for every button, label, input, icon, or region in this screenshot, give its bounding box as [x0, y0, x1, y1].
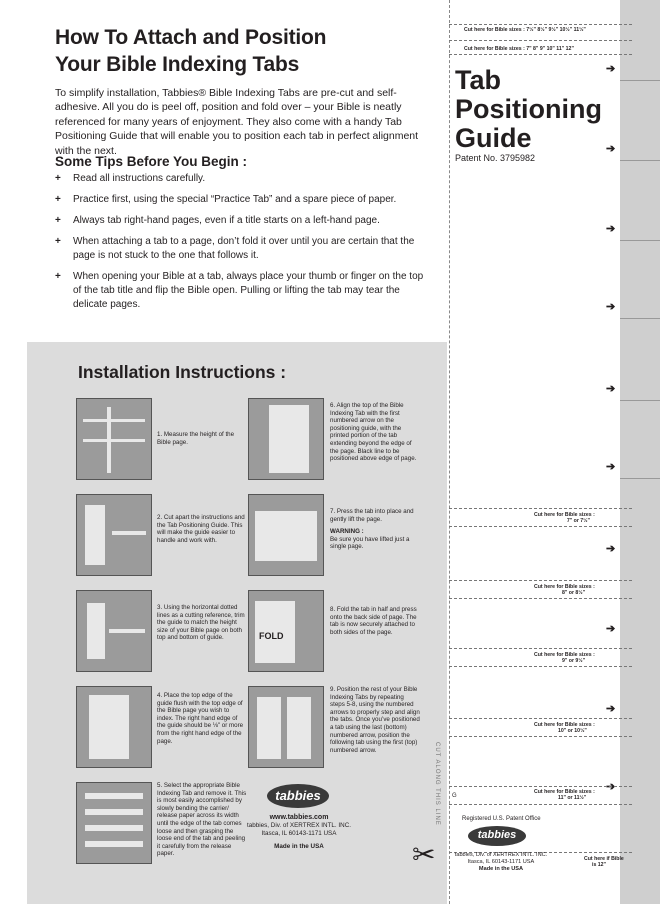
guide-line [620, 318, 660, 319]
step-1-text: 1. Measure the height of the Bible page. [157, 431, 235, 446]
cut-line [449, 40, 632, 41]
step-3-text: 3. Using the horizontal dotted lines as a cutting reference, trim the guide to match the height size of your Bible page on both top and bottom of guide. [157, 604, 245, 642]
cut-line [449, 24, 632, 25]
guide-line [620, 160, 660, 161]
plus-icon: + [55, 173, 61, 184]
step-8-text: 8. Fold the tab in half and press onto the back side of page. The tab is now securely attached to both sides of the page. [330, 606, 417, 636]
guide-company-info: tabbies, Div. of XERTREX INTL. INC. Itasca, IL 60143-1171 USA Made in the USA [454, 852, 548, 872]
step-1-illustration [76, 398, 152, 480]
cut-line [449, 718, 632, 719]
step-4-illustration [76, 686, 152, 768]
plus-icon: + [55, 194, 61, 205]
scissors-icon: ✂ [412, 839, 436, 870]
tip-item: + When attaching a tab to a page, don’t fold it over until you are certain that the page is not stuck to the one that follows it. [55, 236, 415, 261]
tabbies-logo-small: tabbies [468, 826, 526, 846]
step-5-illustration [76, 782, 152, 864]
step-9-illustration [248, 686, 324, 768]
company-info [233, 814, 365, 851]
cut-line [449, 580, 632, 581]
tips-heading: Some Tips Before You Begin : [55, 154, 248, 169]
made-in: Made in the USA [274, 843, 324, 851]
tips-list [55, 172, 425, 319]
arrow-icon: ➔ [606, 301, 616, 313]
step-2-text: 2. Cut apart the instructions and the Tab Positioning Guide. This will make the guide easier to handle and work with. [157, 514, 245, 544]
step-2-illustration [76, 494, 152, 576]
cut-line [449, 648, 632, 649]
warning-label: WARNING : [330, 528, 364, 536]
cut-size-label: Cut here for Bible sizes : 7" or 7½" [534, 512, 595, 524]
tip-item: + Always tab right-hand pages, even if a title starts on a left-hand page. [55, 215, 380, 226]
cut-size-label: Cut here for Bible sizes : 8" or 8½" [534, 584, 595, 596]
tabbies-logo: tabbies [267, 784, 329, 808]
arrow-icon: ➔ [606, 703, 616, 715]
step-6-text: 6. Align the top of the Bible Indexing Tab with the first numbered arrow on the positioning guide, with the printed portion of the tab extending beyond the edge of the page. Black line to be positioned above edge of page. [330, 402, 417, 463]
step-4-text: 4. Place the top edge of the guide flush with the top edge of the Bible page you wish to index. The right hand edge of the guide should be ⅛" or more from the right hand edge of the page. [157, 692, 244, 745]
arrow-icon: ➔ [606, 223, 616, 235]
arrow-icon: ➔ [606, 383, 616, 395]
intro-paragraph: To simplify installation, Tabbies® Bible Indexing Tabs are pre-cut and self-adhesive. All you do is peel off, position and fold over – your Bible is neatly referenced for many years of enjoyment. They also come with a handy Tab Positioning Guide that will enable you to position each tab in perfect alignment with the next. [55, 87, 419, 157]
guide-line [620, 240, 660, 241]
g-mark: G [452, 793, 457, 799]
step-5-text: 5. Select the appropriate Bible Indexing Tab and remove it. This is most easily accomplished by slowly bending the carrier/ release paper across its width until the edge of the tab comes loose and then grasping the loose end of the tab and peeling it carefully from the release paper. [157, 782, 247, 858]
cut-along-line-label: CUT ALONG THIS LINE [434, 742, 440, 826]
arrow-icon: ➔ [606, 623, 616, 635]
guide-title: Tab Positioning Guide [455, 65, 602, 153]
cut-size-label: Cut here for Bible sizes : 10" or 10½" [534, 722, 595, 734]
patent-office-label: Registered U.S. Patent Office [462, 816, 541, 822]
cut-line [449, 54, 632, 55]
step-3-illustration [76, 590, 152, 672]
arrow-icon: ➔ [606, 63, 616, 75]
company-line-2: Itasca, IL 60143-1171 USA [261, 829, 337, 837]
plus-icon: + [55, 271, 61, 282]
arrow-icon: ➔ [606, 143, 616, 155]
arrow-icon: ➔ [606, 781, 616, 793]
arrow-icon: ➔ [606, 543, 616, 555]
patent-number: Patent No. 3795982 [455, 153, 536, 163]
installation-panel [27, 342, 447, 904]
step-6-illustration [248, 398, 324, 480]
step-8-illustration [248, 590, 324, 672]
step-9-text: 9. Position the rest of your Bible Indexing Tabs by repeating steps 5-8, using the numbered arrows to properly step and align the tabs. Once you’ve positioned a tab using the last (bottom) numbered arrow, position the following tab using the first (top) numbered arrow. [330, 686, 420, 754]
tip-item: + Practice first, using the special “Practice Tab” and a spare piece of paper. [55, 194, 397, 205]
title-line-1: How To Attach and Position [55, 26, 327, 49]
step-7-text: 7. Press the tab into place and gently lift the page. WARNING : Be sure you have lifted just a single page. [330, 508, 420, 551]
website: www.tabbies.com [269, 814, 329, 821]
plus-icon: + [55, 236, 61, 247]
plus-icon: + [55, 215, 61, 226]
cut-size-label: Cut here for Bible sizes : 9" or 9½" [534, 652, 595, 664]
cut-line [449, 666, 632, 667]
cut-size-label: Cut here if Bible is 12" [584, 856, 624, 868]
cut-line [449, 526, 632, 527]
guide-gray-column [620, 0, 660, 904]
title-line-2: Your Bible Indexing Tabs [55, 53, 300, 76]
cut-line [449, 804, 632, 805]
tip-item: + When opening your Bible at a tab, always place your thumb or finger on the top of the tab title and flip the Bible open. Pulling or lifting the tab may tear the delicate pages. [55, 271, 424, 310]
cut-line [449, 736, 632, 737]
warning-text: Be sure you have lifted just a single page. [330, 535, 410, 551]
tip-item: + Read all instructions carefully. [55, 173, 206, 184]
arrow-icon: ➔ [606, 461, 616, 473]
company-line-1: tabbies, Div. of XERTREX INTL. INC. [246, 821, 352, 829]
fold-label: FOLD [259, 631, 284, 641]
cut-line [449, 508, 632, 509]
installation-heading: Installation Instructions : [78, 362, 287, 382]
guide-line [620, 478, 660, 479]
step-7-illustration [248, 494, 324, 576]
cut-label: Cut here for Bible sizes : 7½" 8½" 9½" 10½" 11½" [464, 27, 586, 33]
guide-line [620, 80, 660, 81]
guide-line [620, 400, 660, 401]
cut-line [449, 598, 632, 599]
cut-line [449, 786, 632, 787]
page-title [55, 24, 435, 78]
cut-label: Cut here for Bible sizes : 7" 8" 9" 10" 11" 12" [464, 46, 574, 52]
cut-size-label: Cut here for Bible sizes : 11" or 11½" [534, 789, 595, 801]
